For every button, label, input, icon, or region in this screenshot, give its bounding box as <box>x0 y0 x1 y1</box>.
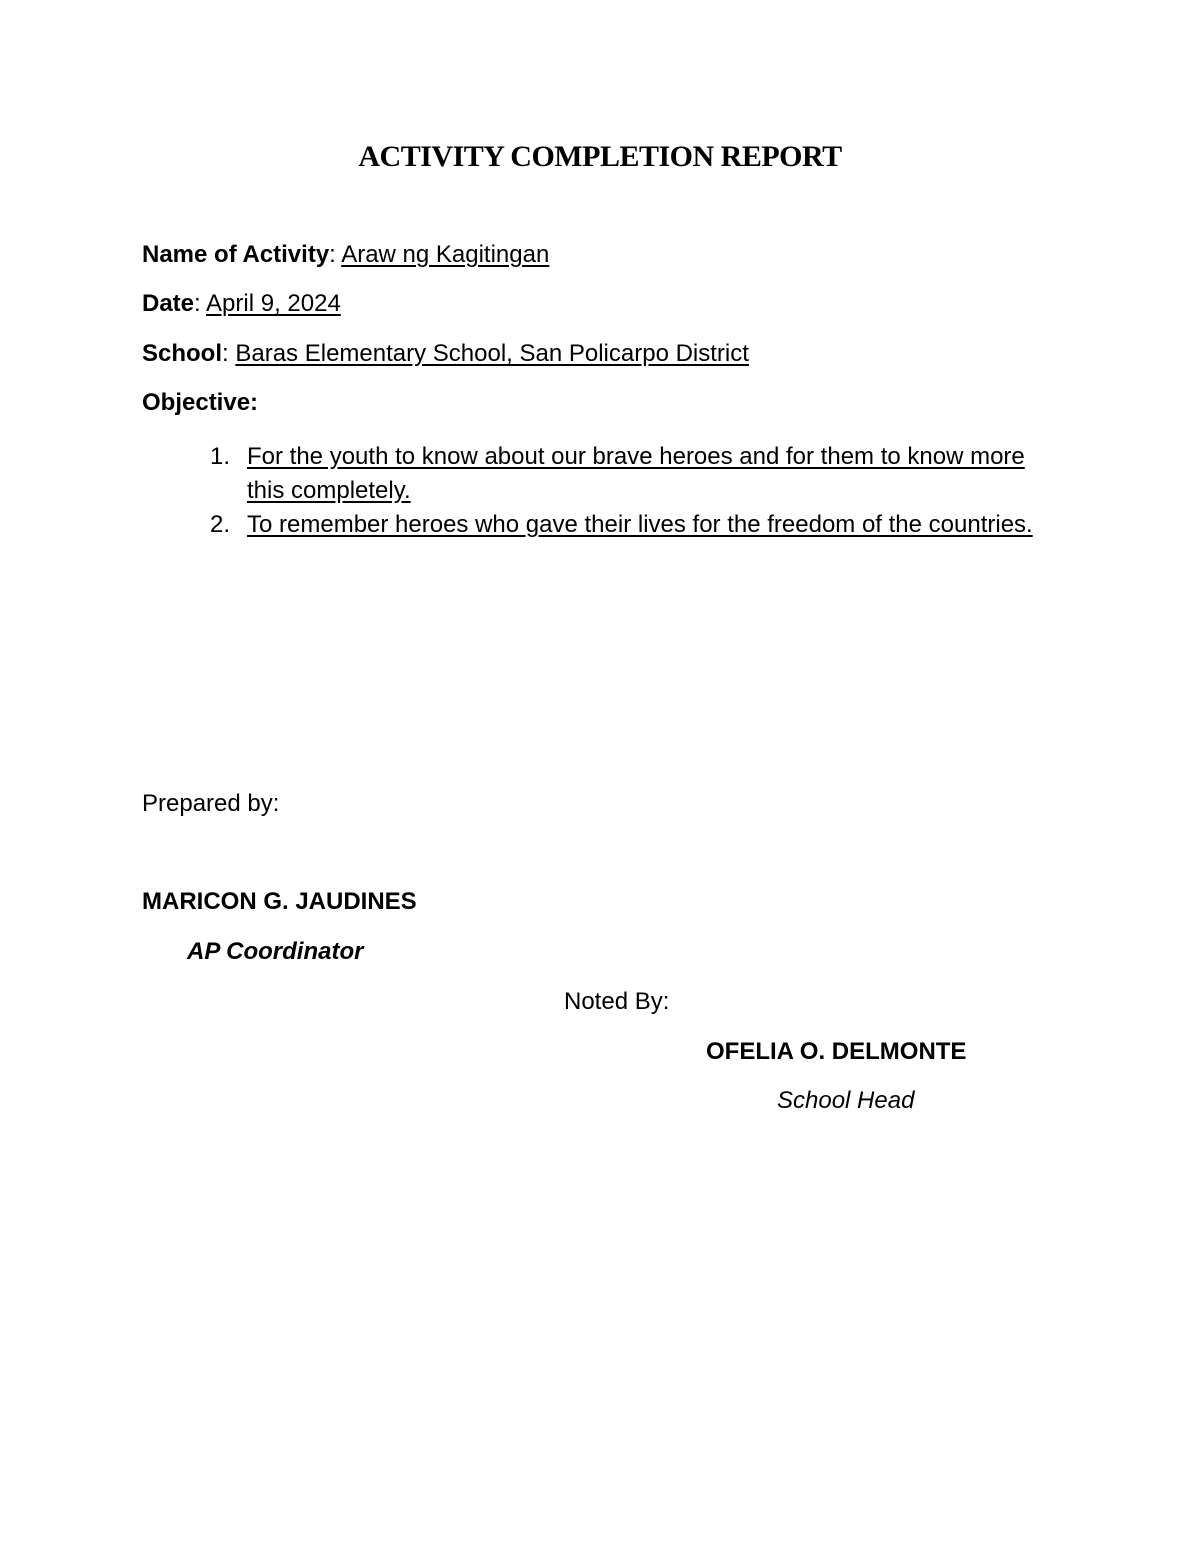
school-value: Baras Elementary School, San Policarpo District <box>235 340 749 367</box>
objectives-list <box>210 440 1040 542</box>
school-label: School <box>142 340 223 367</box>
activity-value: Araw ng Kagitingan <box>341 241 550 268</box>
objective-item <box>210 440 1040 508</box>
noted-by-label: Noted By: <box>564 988 670 1015</box>
activity-label: Name of Activity <box>142 241 330 268</box>
date-value: April 9, 2024 <box>206 290 341 317</box>
objective-item <box>210 508 1040 542</box>
objective-label: Objective: <box>142 389 259 416</box>
objective-heading <box>142 388 258 418</box>
objective-text: To remember heroes who gave their lives for the freedom of the countries. <box>247 511 1033 538</box>
noter-name: OFELIA O. DELMONTE <box>706 1038 967 1065</box>
preparer-name: MARICON G. JAUDINES <box>142 888 417 915</box>
date-label: Date <box>142 290 195 317</box>
noter-role: School Head <box>777 1087 915 1114</box>
prepared-by-label: Prepared by: <box>142 790 280 817</box>
date-field: Date: April 9, 2024 <box>142 290 341 317</box>
preparer-role: AP Coordinator <box>187 938 364 965</box>
objective-text: For the youth to know about our brave heroes and for them to know more this completely. <box>247 443 1025 504</box>
school-field: School: Baras Elementary School, San Policarpo District <box>142 340 749 367</box>
objective-number: 1. <box>210 443 231 470</box>
activity-field: Name of Activity: Araw ng Kagitingan <box>142 241 550 268</box>
document-title: ACTIVITY COMPLETION REPORT <box>358 140 842 173</box>
objective-number: 2. <box>210 511 231 538</box>
